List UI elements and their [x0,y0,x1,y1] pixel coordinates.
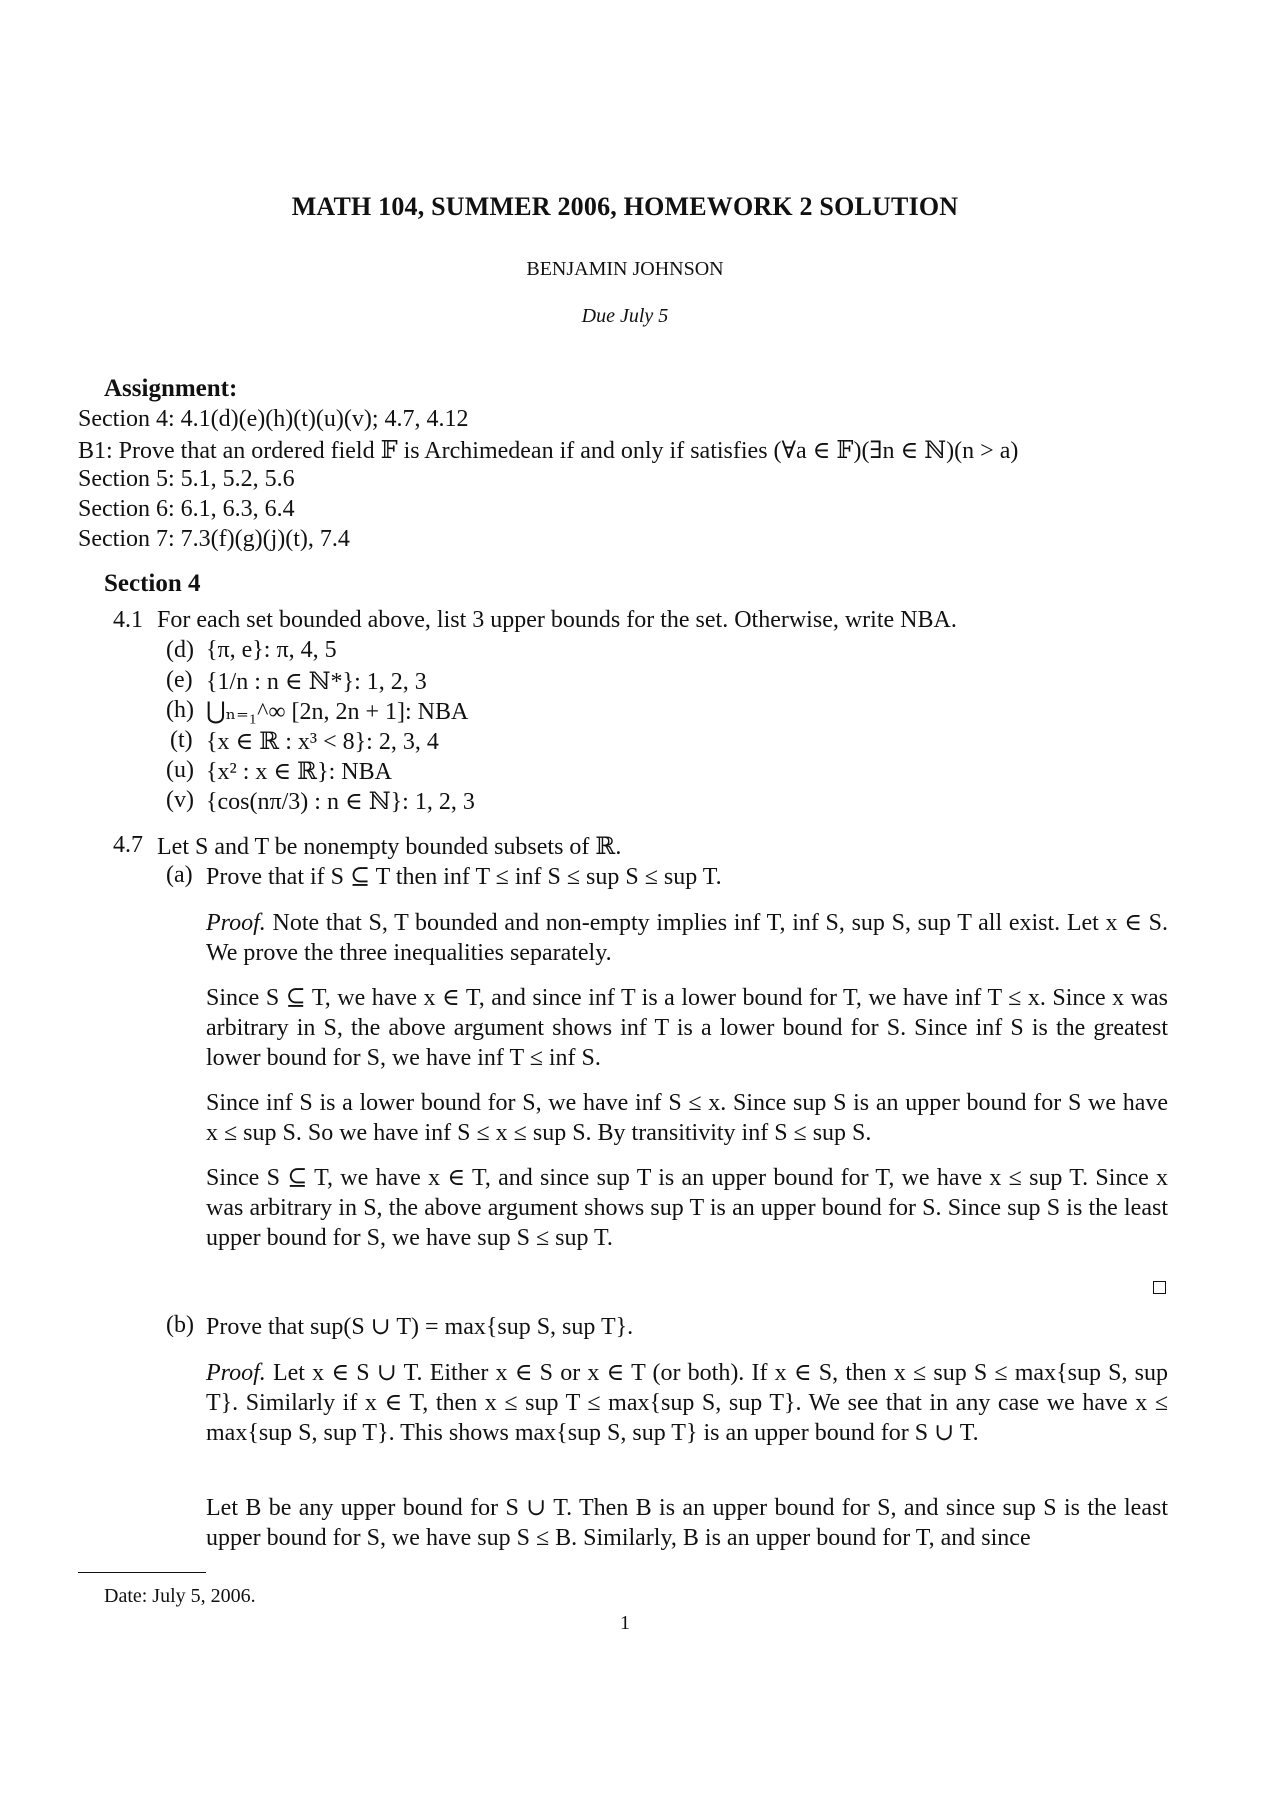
item-label: (a) [166,862,193,888]
item-text: {x ∈ ℝ : x³ < 8}: 2, 3, 4 [206,729,439,755]
item-label: (v) [166,787,194,813]
item-text: {1/n : n ∈ ℕ*}: 1, 2, 3 [206,669,427,695]
item-label: (t) [170,727,193,753]
assignment-heading: Assignment: [104,375,238,402]
item-text: {cos(nπ/3) : n ∈ ℕ}: 1, 2, 3 [206,789,475,815]
item-statement: Prove that if S ⊆ T then inf T ≤ inf S ≤ sup S ≤ sup T. [206,864,722,890]
item-label: (u) [166,757,194,783]
page-number: 1 [620,1612,630,1634]
item-label: (e) [166,667,193,693]
proof-text: Note that S, T bounded and non-empty implies inf T, inf S, sup S, sup T all exist. Let x ∈ S. We prove the three inequalities separately. [206,910,1169,966]
item-statement: Prove that sup(S ∪ T) = max{sup S, sup T}. [206,1314,634,1340]
assignment-line: Section 6: 6.1, 6.3, 6.4 [78,496,295,522]
footnote-rule [78,1572,206,1573]
proof-paragraph [206,1358,1168,1448]
assignment-line: B1: Prove that an ordered field 𝔽 is Archimedean if and only if satisfies (∀a ∈ 𝔽)(∃n ∈ ℕ)(n > a) [78,438,1019,464]
item-text: ⋃ₙ₌₁^∞ [2n, 2n + 1]: NBA [206,699,469,725]
item-label: (b) [166,1312,194,1338]
proof-paragraph: Since S ⊆ T, we have x ∈ T, and since sup T is an upper bound for T, we have x ≤ sup T. Since x was arbitrary in S, the above argument shows sup T is an upper bound for S. Since sup S is the least upper bound for S, we have sup S ≤ sup T. [206,1165,1168,1251]
proof-paragraph: Since S ⊆ T, we have x ∈ T, and since inf T is a lower bound for T, we have inf T ≤ x. Since x was arbitrary in S, the above argument shows inf T is a lower bound for S. Since inf S is the greatest lower bound for S, we have inf T ≤ inf S. [206,985,1168,1071]
proof-paragraph [206,908,1168,968]
item-text: {π, e}: π, 4, 5 [206,637,337,663]
document-title: MATH 104, SUMMER 2006, HOMEWORK 2 SOLUTION [291,192,959,221]
problem-text: For each set bounded above, list 3 upper bounds for the set. Otherwise, write NBA. [157,607,957,633]
problem-text: Let S and T be nonempty bounded subsets of ℝ. [157,834,622,860]
proof-word: Proof. [206,910,266,936]
qed-square-icon [1153,1281,1166,1294]
problem-number: 4.7 [113,832,143,858]
section-heading: Section 4 [104,570,201,597]
problem-number: 4.1 [113,607,143,633]
proof-paragraph: Since inf S is a lower bound for S, we have inf S ≤ x. Since sup S is an upper bound for S we have x ≤ sup S. So we have inf S ≤ x ≤ sup S. By transitivity inf S ≤ sup S. [206,1090,1168,1146]
proof-word: Proof. [206,1360,266,1386]
item-label: (d) [166,637,194,663]
proof-text: Let x ∈ S ∪ T. Either x ∈ S or x ∈ T (or both). If x ∈ S, then x ≤ sup S ≤ max{sup S, sup T}. Similarly if x ∈ T, then x ≤ sup T ≤ max{sup S, sup T}. We see that in any case we have x ≤ max{sup S, sup T}. This shows max{sup S, sup T} is an upper bound for S ∪ T. [206,1360,1168,1446]
assignment-line: Section 4: 4.1(d)(e)(h)(t)(u)(v); 4.7, 4.12 [78,406,469,432]
assignment-line: Section 5: 5.1, 5.2, 5.6 [78,466,295,492]
assignment-line: Section 7: 7.3(f)(g)(j)(t), 7.4 [78,526,350,552]
item-label: (h) [166,697,194,723]
item-text: {x² : x ∈ ℝ}: NBA [206,759,392,785]
author-name: BENJAMIN JOHNSON [526,258,724,280]
proof-paragraph: Let B be any upper bound for S ∪ T. Then B is an upper bound for S, and since sup S is the least upper bound for S, we have sup S ≤ B. Similarly, B is an upper bound for T, and since [206,1495,1168,1551]
footnote: Date: July 5, 2006. [104,1585,256,1607]
due-date: Due July 5 [581,305,669,327]
